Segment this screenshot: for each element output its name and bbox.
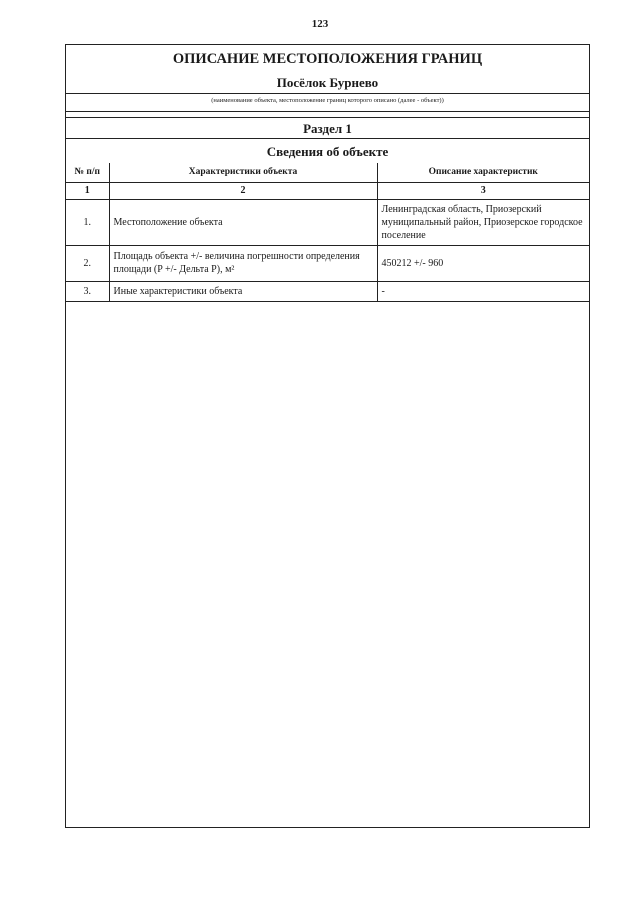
row-number: 3. bbox=[66, 281, 109, 301]
table-row bbox=[66, 281, 589, 301]
row-characteristic: Площадь объекта +/- величина погрешности определения площади (P +/- Дельта P), м² bbox=[109, 245, 377, 281]
row-characteristic: Местоположение объекта bbox=[109, 199, 377, 245]
row-number: 2. bbox=[66, 245, 109, 281]
column-number: 1 bbox=[66, 182, 109, 199]
row-description: Ленинградская область, Приозерский муниципальный район, Приозерское городское поселение bbox=[377, 199, 589, 245]
section-subtitle: Сведения об объекте bbox=[266, 144, 389, 159]
section-title: Раздел 1 bbox=[66, 118, 589, 139]
table-row bbox=[66, 245, 589, 281]
column-header-description: Описание характеристик bbox=[377, 163, 589, 182]
object-info-table bbox=[66, 163, 589, 302]
row-description: - bbox=[377, 281, 589, 301]
column-header-characteristic: Характеристики объекта bbox=[109, 163, 377, 182]
row-description: 450212 +/- 960 bbox=[377, 245, 589, 281]
row-number: 1. bbox=[66, 199, 109, 245]
table-row bbox=[66, 199, 589, 245]
page-number: 123 bbox=[311, 18, 329, 30]
document-title: ОПИСАНИЕ МЕСТОПОЛОЖЕНИЯ ГРАНИЦ bbox=[172, 51, 483, 67]
column-number: 3 bbox=[377, 182, 589, 199]
column-header-num: № п/п bbox=[66, 163, 109, 182]
row-characteristic: Иные характеристики объекта bbox=[109, 281, 377, 301]
object-caption: (наименование объекта, местоположение границ которого описано (далее - объект)) bbox=[66, 94, 589, 112]
table-header-row bbox=[66, 163, 589, 182]
document-frame bbox=[65, 44, 590, 828]
column-number-row bbox=[66, 182, 589, 199]
column-number: 2 bbox=[109, 182, 377, 199]
object-name: Посёлок Бурнево bbox=[66, 72, 589, 94]
